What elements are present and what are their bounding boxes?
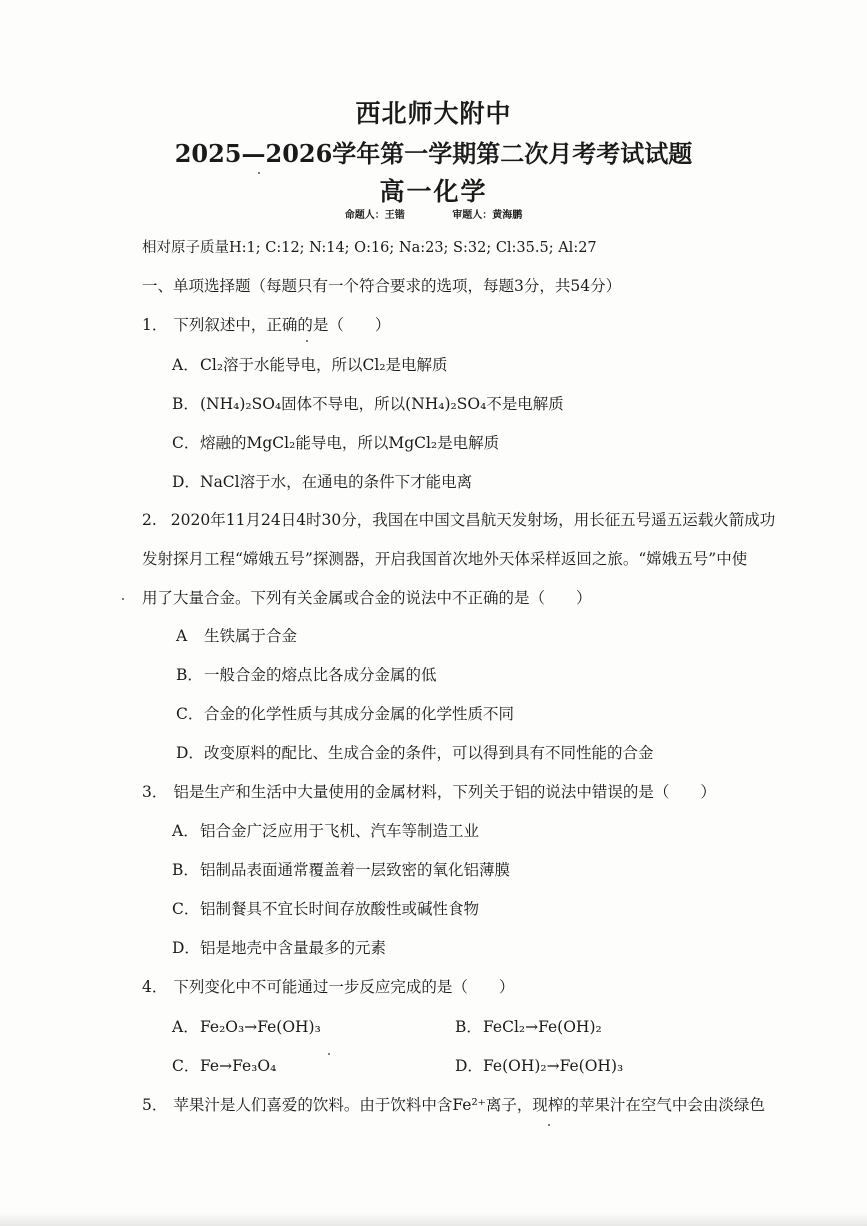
option-text: (NH₄)₂SO₄固体不导电，所以(NH₄)₂SO₄不是电解质: [200, 395, 564, 413]
option-label: A．: [172, 356, 199, 374]
option-label: B．: [172, 395, 199, 413]
scan-speck: [258, 172, 260, 174]
question-2-stem-line-1: [142, 510, 775, 530]
question-1-stem: [142, 315, 390, 335]
scan-speck: [548, 1124, 550, 1126]
question-text: 铝是生产和生活中大量使用的金属材料，下列关于铝的说法中错误的是（ ）: [173, 783, 716, 801]
scan-speck: [306, 340, 308, 342]
exam-title: 2025—2026学年第一学期第二次月考考试试题: [174, 139, 693, 168]
section-heading: 一、单项选择题（每题只有一个符合要求的选项，每题3分，共54分）: [142, 277, 622, 295]
school-name: 西北师大附中: [355, 99, 512, 128]
question-1-option-a: [172, 355, 448, 375]
option-text: 合金的化学性质与其成分金属的化学性质不同: [204, 705, 515, 723]
question-4-option-b: [455, 1017, 602, 1037]
question-4-option-c: [172, 1056, 276, 1076]
option-label: A．: [172, 822, 199, 840]
question-2-option-d: [176, 743, 654, 763]
question-3-option-d: [172, 938, 386, 958]
option-label: D．: [172, 939, 200, 957]
question-1-option-d: [172, 472, 472, 492]
option-text: Fe₂O₃→Fe(OH)₃: [200, 1018, 321, 1036]
option-text: FeCl₂→Fe(OH)₂: [483, 1018, 602, 1036]
question-number: 5．: [142, 1096, 168, 1114]
question-3-option-b: [172, 860, 510, 880]
option-label: D．: [176, 744, 204, 762]
question-2-stem-line-3: 用了大量合金。下列有关金属或合金的说法中不正确的是（ ）: [142, 589, 592, 607]
option-label: C．: [172, 434, 200, 452]
page-bottom-edge: [0, 1212, 867, 1226]
option-text: Fe→Fe₃O₄: [200, 1057, 277, 1075]
question-2-option-a: [176, 626, 297, 646]
question-5-stem: [142, 1095, 765, 1115]
option-text: 铝制品表面通常覆盖着一层致密的氧化铝薄膜: [200, 861, 511, 879]
question-2-stem-line-2: 发射探月工程“嫦娥五号”探测器，开启我国首次地外天体采样返回之旅。“嫦娥五号”中使: [142, 550, 748, 568]
subject-title: 高一化学: [379, 177, 488, 206]
question-1-option-b: [172, 394, 564, 414]
question-number: 4．: [142, 978, 168, 996]
option-text: 熔融的MgCl₂能导电，所以MgCl₂是电解质: [200, 434, 500, 452]
question-number: 1．: [142, 316, 168, 334]
option-text: 铝制餐具不宜长时间存放酸性或碱性食物: [200, 900, 480, 918]
question-4-option-a: [172, 1017, 321, 1037]
option-text: 一般合金的熔点比各成分金属的低: [204, 666, 437, 684]
scan-speck: [122, 598, 124, 600]
question-text: 下列叙述中，正确的是（ ）: [173, 316, 391, 334]
question-4-option-d: [455, 1056, 623, 1076]
question-3-stem: [142, 782, 716, 802]
option-label: C．: [172, 1057, 200, 1075]
question-1-option-c: [172, 433, 499, 453]
option-text: 铝是地壳中含量最多的元素: [200, 939, 387, 957]
option-label: A: [176, 627, 188, 645]
option-text: 生铁属于合金: [204, 627, 298, 645]
option-label: B．: [455, 1018, 482, 1036]
atomic-masses: 相对原子质量H:1; C:12; N:14; O:16; Na:23; S:32; Cl:35.5; Al:27: [142, 240, 597, 256]
question-text: 下列变化中不可能通过一步反应完成的是（ ）: [173, 978, 515, 996]
scan-speck: [328, 1053, 330, 1055]
question-text: 2020年11月24日4时30分，我国在中国文昌航天发射场，用长征五号遥五运载火箭成功: [170, 511, 776, 529]
option-label: A．: [172, 1018, 199, 1036]
option-label: C．: [176, 705, 204, 723]
option-text: Fe(OH)₂→Fe(OH)₃: [483, 1057, 624, 1075]
option-text: 铝合金广泛应用于飞机、汽车等制造工业: [200, 822, 480, 840]
option-text: Cl₂溶于水能导电，所以Cl₂是电解质: [200, 356, 448, 374]
option-text: NaCl溶于水，在通电的条件下才能电离: [200, 473, 473, 491]
question-number: 2.: [142, 511, 157, 529]
question-3-option-c: [172, 899, 479, 919]
question-3-option-a: [172, 821, 479, 841]
author-name: 命题人：王锴: [344, 210, 405, 221]
option-label: B．: [176, 666, 203, 684]
option-label: B．: [172, 861, 199, 879]
option-label: C．: [172, 900, 200, 918]
option-label: D．: [172, 473, 200, 491]
question-text: 苹果汁是人们喜爱的饮料。由于饮料中含Fe²⁺离子，现榨的苹果汁在空气中会由淡绿色: [173, 1096, 765, 1114]
option-label: D．: [455, 1057, 483, 1075]
question-2-option-c: [176, 704, 514, 724]
authors-line: [0, 206, 867, 221]
reviewer-name: 审题人：黄海鹏: [452, 210, 523, 221]
option-text: 改变原料的配比、生成合金的条件，可以得到具有不同性能的合金: [204, 744, 654, 762]
question-2-option-b: [176, 665, 437, 685]
question-number: 3．: [142, 783, 168, 801]
question-4-stem: [142, 977, 514, 997]
